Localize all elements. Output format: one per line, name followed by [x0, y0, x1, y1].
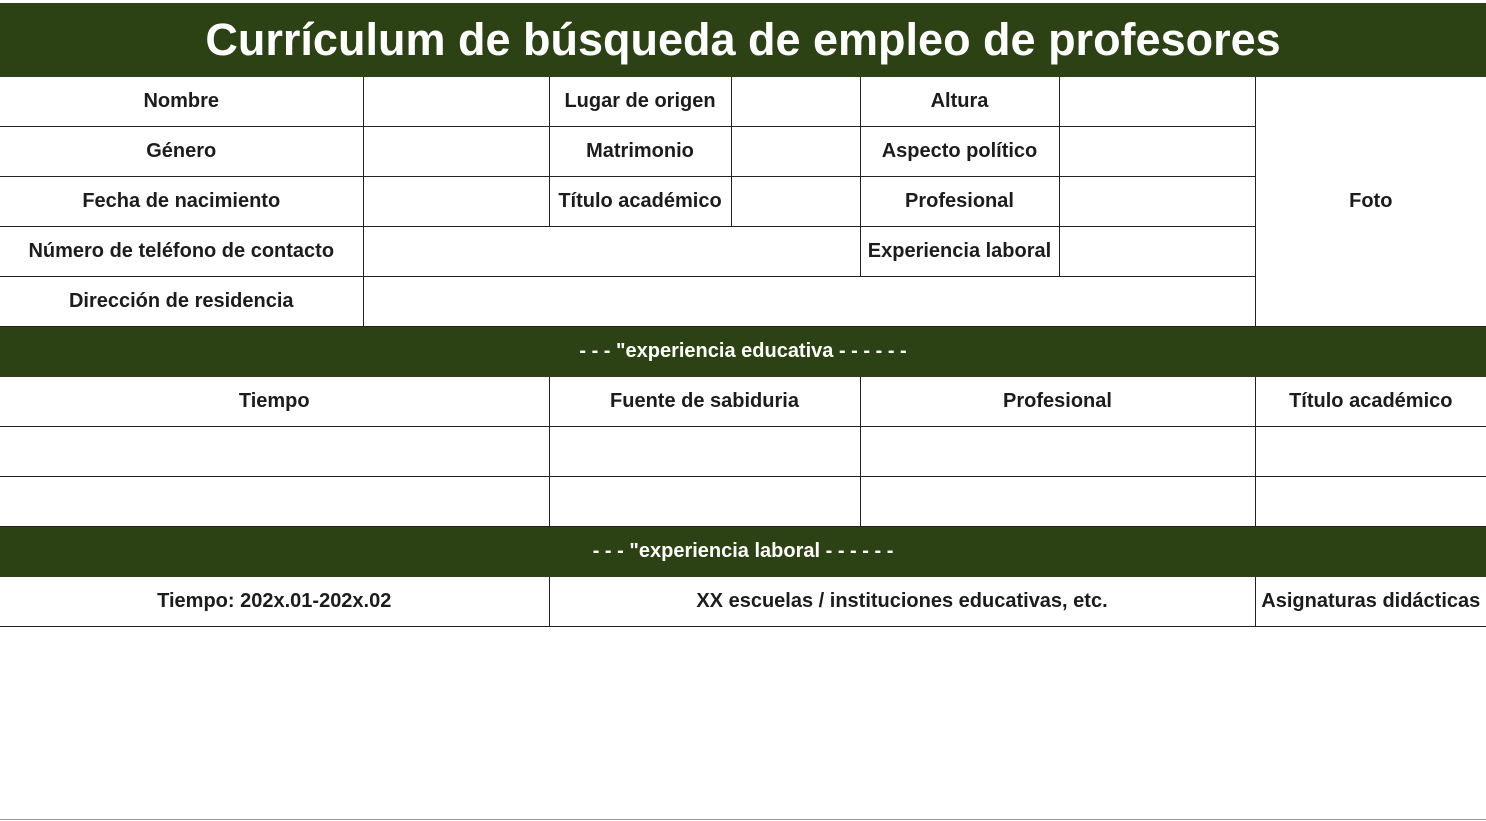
education-row [0, 477, 1486, 527]
work-institution-cell[interactable]: XX escuelas / instituciones educativas, etc. [549, 577, 1255, 627]
resume-table [0, 3, 1486, 627]
name-label: Nombre [0, 77, 363, 127]
education-time-cell[interactable] [0, 477, 549, 527]
work-row [0, 577, 1486, 627]
marriage-value-cell[interactable] [731, 127, 860, 177]
work-section-title: - - - "experiencia laboral - - - - - - [0, 527, 1486, 577]
degree-value-cell[interactable] [731, 177, 860, 227]
personal-row-1 [0, 77, 1486, 127]
page-title: Currículum de búsqueda de empleo de profesores [0, 4, 1486, 77]
education-row [0, 427, 1486, 477]
education-header-professional: Profesional [860, 377, 1255, 427]
political-value-cell[interactable] [1059, 127, 1255, 177]
education-header-degree: Título académico [1255, 377, 1486, 427]
education-professional-cell[interactable] [860, 427, 1255, 477]
work-experience-label: Experiencia laboral [860, 227, 1059, 277]
address-value-cell[interactable] [363, 277, 1255, 327]
education-professional-cell[interactable] [860, 477, 1255, 527]
political-label: Aspecto político [860, 127, 1059, 177]
education-source-cell[interactable] [549, 477, 860, 527]
work-experience-value-cell[interactable] [1059, 227, 1255, 277]
marriage-label: Matrimonio [549, 127, 731, 177]
professional-value-cell[interactable] [1059, 177, 1255, 227]
education-header-row [0, 377, 1486, 427]
height-value-cell[interactable] [1059, 77, 1255, 127]
height-label: Altura [860, 77, 1059, 127]
work-time-cell[interactable]: Tiempo: 202x.01-202x.02 [0, 577, 549, 627]
professional-label: Profesional [860, 177, 1059, 227]
work-section-row [0, 527, 1486, 577]
origin-label: Lugar de origen [549, 77, 731, 127]
gender-label: Género [0, 127, 363, 177]
birth-value-cell[interactable] [363, 177, 549, 227]
education-section-title: - - - "experiencia educativa - - - - - - [0, 327, 1486, 377]
education-time-cell[interactable] [0, 427, 549, 477]
education-degree-cell[interactable] [1255, 427, 1486, 477]
name-value-cell[interactable] [363, 77, 549, 127]
phone-value-cell[interactable] [363, 227, 860, 277]
gender-value-cell[interactable] [363, 127, 549, 177]
education-section-row [0, 327, 1486, 377]
education-degree-cell[interactable] [1255, 477, 1486, 527]
sheet-bottom-gridline [0, 819, 1486, 820]
education-source-cell[interactable] [549, 427, 860, 477]
address-label: Dirección de residencia [0, 277, 363, 327]
origin-value-cell[interactable] [731, 77, 860, 127]
education-header-time: Tiempo [0, 377, 549, 427]
education-header-source: Fuente de sabiduria [549, 377, 860, 427]
photo-cell[interactable]: Foto [1255, 77, 1486, 327]
birth-label: Fecha de nacimiento [0, 177, 363, 227]
work-subjects-cell[interactable]: Asignaturas didácticas [1255, 577, 1486, 627]
title-row [0, 4, 1486, 77]
phone-label: Número de teléfono de contacto [0, 227, 363, 277]
degree-label: Título académico [549, 177, 731, 227]
